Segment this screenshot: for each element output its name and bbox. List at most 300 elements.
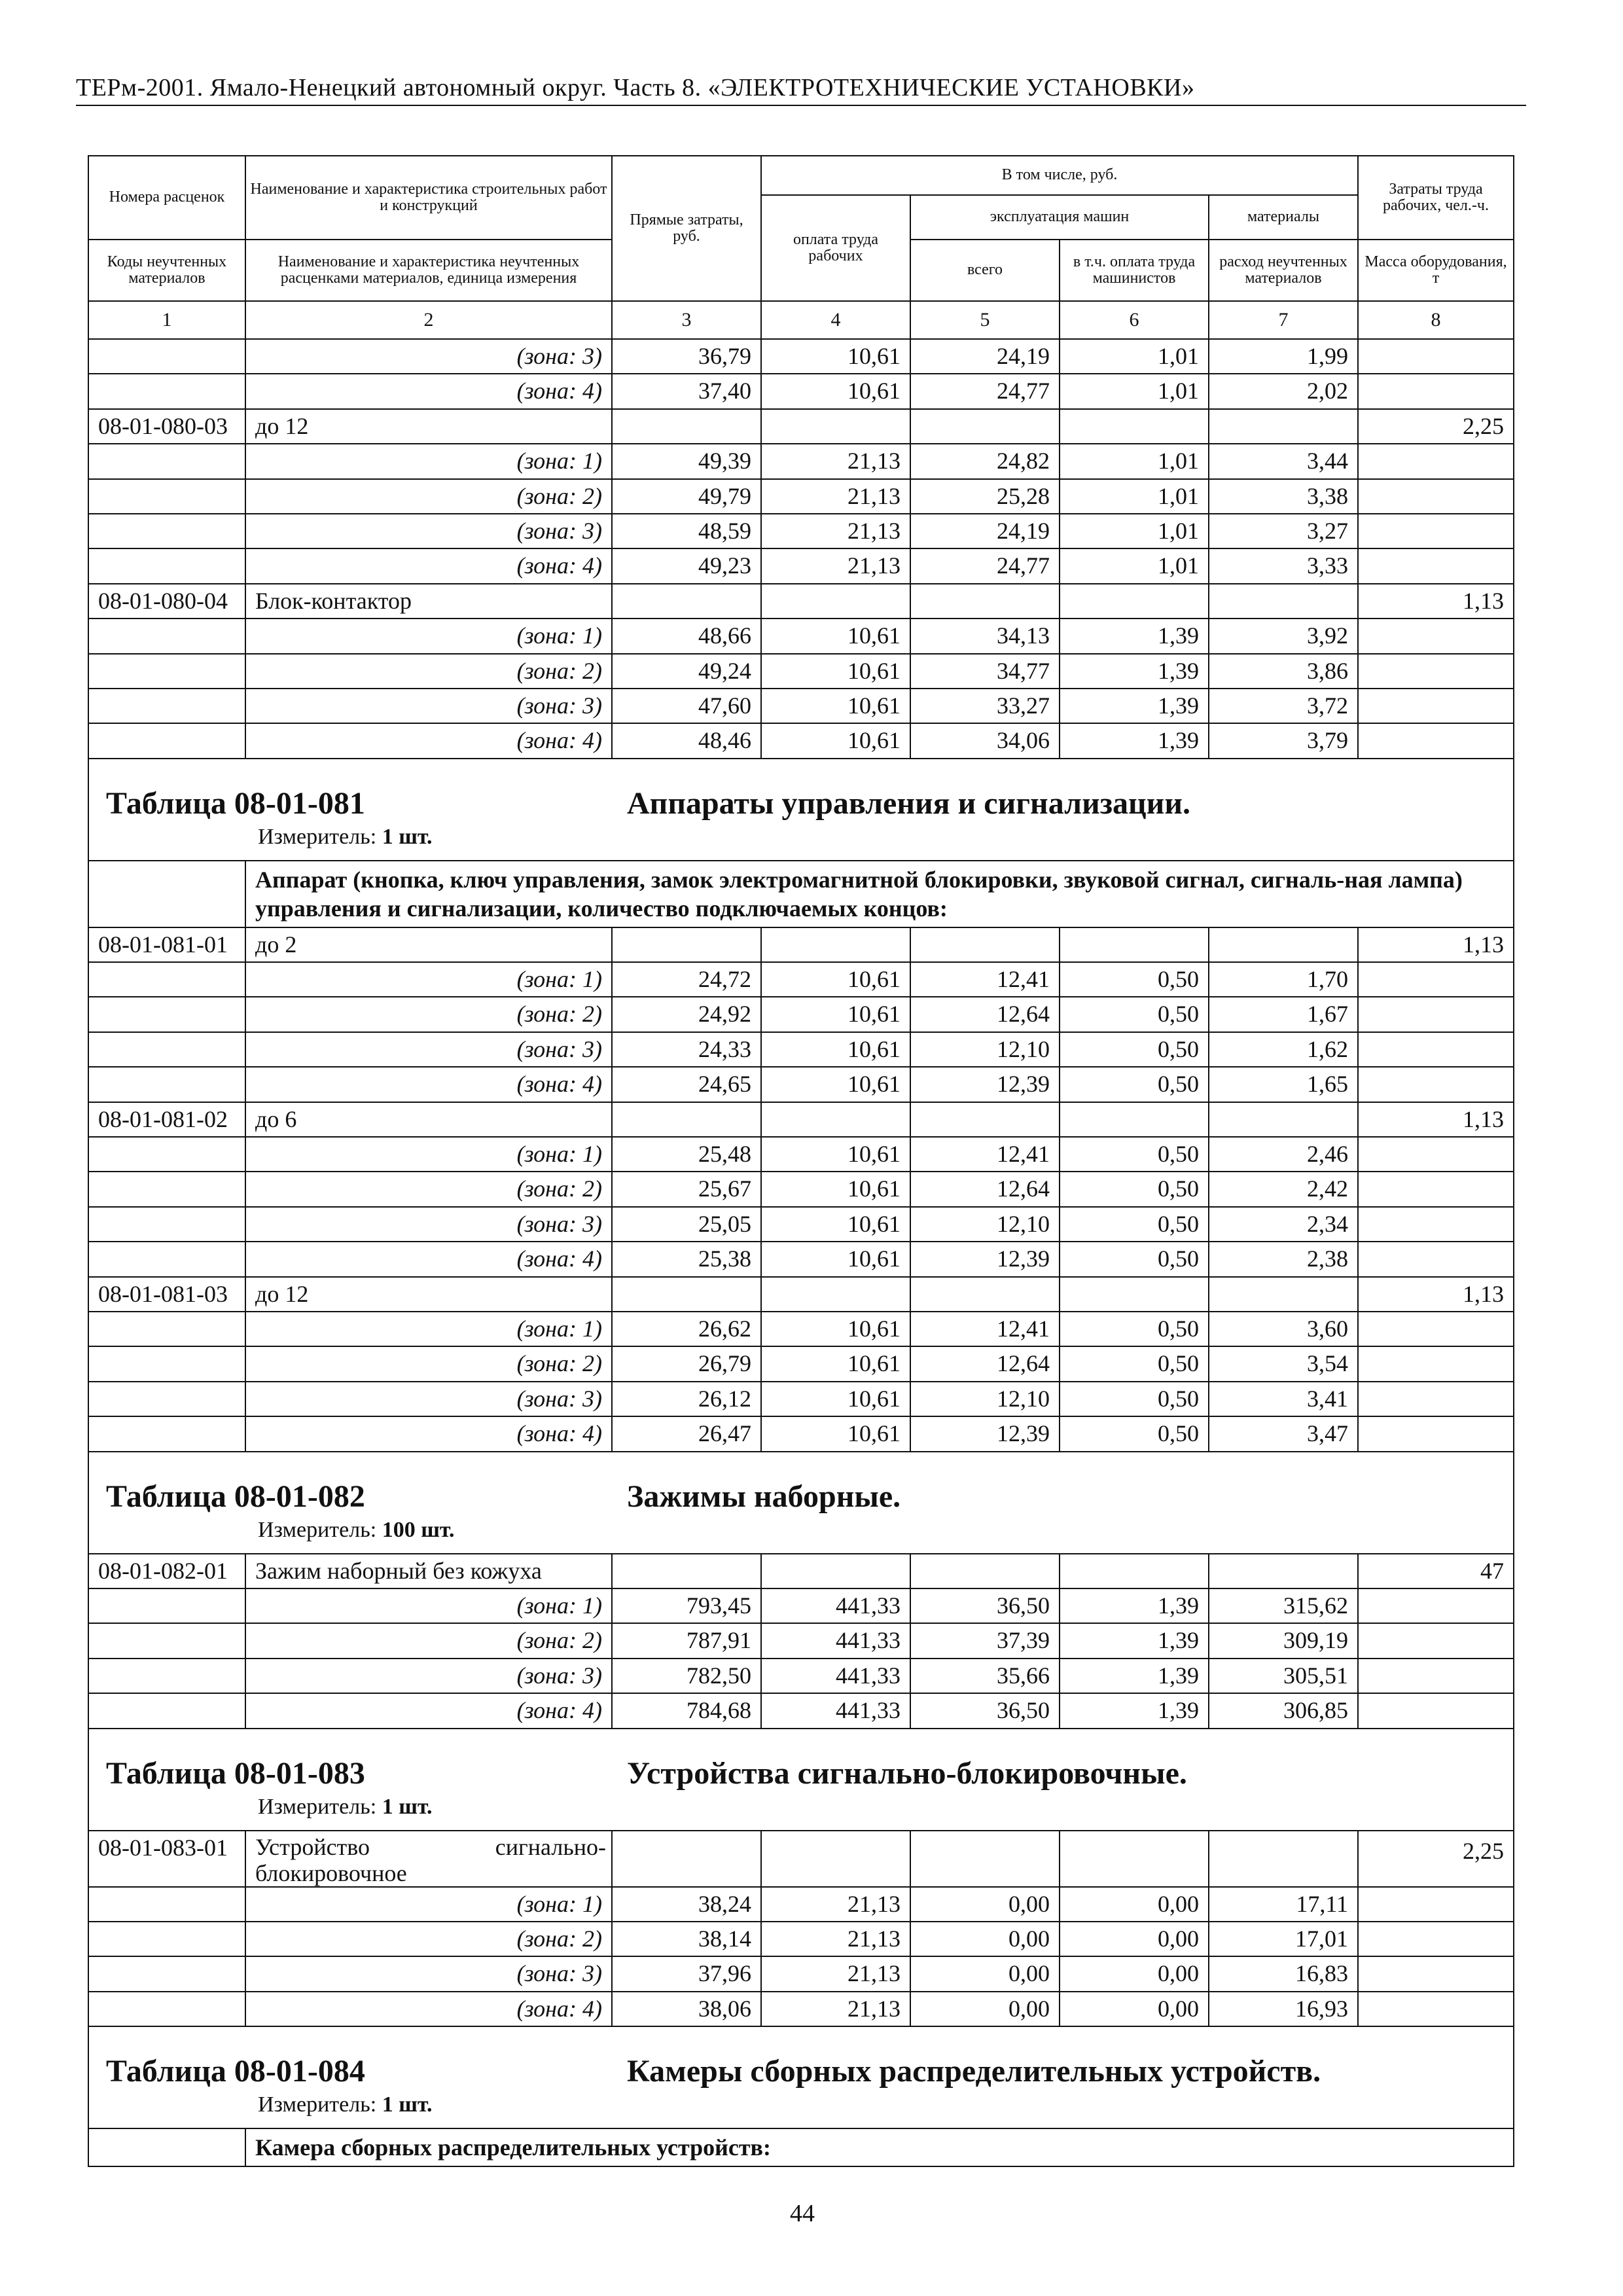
zone-label: (зона: 1)	[245, 1312, 612, 1346]
zone-label: (зона: 2)	[245, 1172, 612, 1206]
materials-value: 16,83	[1209, 1956, 1358, 1991]
rate-code: 08-01-081-03	[88, 1277, 245, 1312]
table-row	[88, 1588, 1514, 1623]
machinist-pay-value: 0,50	[1060, 997, 1209, 1031]
labor-hours-cell	[1358, 1137, 1514, 1172]
rate-name-part: Устройство	[255, 1833, 370, 1860]
empty-cell	[1209, 927, 1358, 962]
zone-label: (зона: 3)	[245, 689, 612, 723]
worker-pay-value: 10,61	[761, 997, 910, 1031]
rate-code-cell	[88, 374, 245, 408]
materials-value: 3,27	[1209, 514, 1358, 548]
header-rate-numbers: Номера расценок	[88, 156, 245, 240]
labor-hours-cell	[1358, 444, 1514, 478]
rate-code-cell	[88, 1887, 245, 1922]
materials-value: 16,93	[1209, 1992, 1358, 2026]
table-row	[88, 1242, 1514, 1276]
rate-code-cell	[88, 1659, 245, 1693]
zone-label: (зона: 1)	[245, 962, 612, 997]
zone-label: (зона: 1)	[245, 1887, 612, 1922]
labor-hours-cell	[1358, 1659, 1514, 1693]
zone-label: (зона: 3)	[245, 339, 612, 374]
measure-value: 1 шт.	[382, 2092, 433, 2117]
section-title-block	[89, 1452, 1513, 1553]
labor-hours-cell	[1358, 1992, 1514, 2026]
rate-code-cell	[88, 1992, 245, 2026]
machines-total-value: 24,19	[910, 514, 1060, 548]
empty-cell	[612, 1102, 761, 1137]
machinist-pay-value: 1,39	[1060, 723, 1209, 758]
materials-value: 3,72	[1209, 689, 1358, 723]
table-row	[88, 962, 1514, 997]
section-title-row	[88, 1452, 1514, 1554]
machines-total-value: 37,39	[910, 1623, 1060, 1658]
section-measure	[258, 1795, 433, 1820]
rate-code-cell	[88, 1172, 245, 1206]
rate-code-cell	[88, 619, 245, 653]
rate-code-cell	[88, 1416, 245, 1451]
worker-pay-value: 21,13	[761, 444, 910, 478]
header-direct-costs: Прямые затраты, руб.	[612, 156, 761, 301]
machines-total-value: 12,64	[910, 997, 1060, 1031]
machines-total-value: 35,66	[910, 1659, 1060, 1693]
table-row	[88, 1207, 1514, 1242]
labor-hours-value: 1,13	[1358, 1277, 1514, 1312]
worker-pay-value: 21,13	[761, 1887, 910, 1922]
materials-value: 3,54	[1209, 1346, 1358, 1381]
empty-cell	[88, 2128, 245, 2166]
empty-cell	[761, 1102, 910, 1137]
zone-label: (зона: 4)	[245, 1992, 612, 2026]
zone-label: (зона: 3)	[245, 1032, 612, 1067]
worker-pay-value: 21,13	[761, 514, 910, 548]
empty-cell	[88, 861, 245, 927]
machinist-pay-value: 1,39	[1060, 1588, 1209, 1623]
measure-label: Измеритель:	[258, 1517, 377, 1542]
direct-costs-value: 48,46	[612, 723, 761, 758]
zone-label: (зона: 2)	[245, 1922, 612, 1956]
materials-value: 1,65	[1209, 1067, 1358, 1102]
zone-label: (зона: 3)	[245, 1382, 612, 1416]
labor-hours-cell	[1358, 997, 1514, 1031]
worker-pay-value: 10,61	[761, 654, 910, 689]
machinist-pay-value: 1,01	[1060, 479, 1209, 514]
machines-total-value: 24,77	[910, 374, 1060, 408]
zone-label: (зона: 4)	[245, 548, 612, 583]
direct-costs-value: 26,47	[612, 1416, 761, 1451]
table-row	[88, 1887, 1514, 1922]
section-description-row	[88, 861, 1514, 927]
machinist-pay-value: 1,39	[1060, 1693, 1209, 1728]
worker-pay-value: 10,61	[761, 1172, 910, 1206]
zone-label: (зона: 4)	[245, 1067, 612, 1102]
labor-hours-cell	[1358, 1172, 1514, 1206]
direct-costs-value: 38,06	[612, 1992, 761, 2026]
empty-cell	[612, 584, 761, 619]
rate-code-cell	[88, 1956, 245, 1991]
rate-code-cell	[88, 1067, 245, 1102]
rate-code-cell	[88, 1588, 245, 1623]
worker-pay-value: 10,61	[761, 374, 910, 408]
labor-hours-cell	[1358, 1922, 1514, 1956]
machines-total-value: 12,41	[910, 1312, 1060, 1346]
direct-costs-value: 793,45	[612, 1588, 761, 1623]
table-row	[88, 1346, 1514, 1381]
empty-cell	[910, 584, 1060, 619]
zone-label: (зона: 1)	[245, 444, 612, 478]
labor-hours-cell	[1358, 1346, 1514, 1381]
labor-hours-cell	[1358, 514, 1514, 548]
worker-pay-value: 21,13	[761, 1956, 910, 1991]
table-row	[88, 654, 1514, 689]
section-title-block	[89, 759, 1513, 860]
page-number: 44	[790, 2200, 815, 2227]
materials-value: 3,33	[1209, 548, 1358, 583]
empty-cell	[761, 1831, 910, 1887]
direct-costs-value: 47,60	[612, 689, 761, 723]
machines-total-value: 25,28	[910, 479, 1060, 514]
materials-value: 1,99	[1209, 339, 1358, 374]
rate-code-cell	[88, 1382, 245, 1416]
machines-total-value: 12,39	[910, 1416, 1060, 1451]
rate-name-part: блокировочное	[255, 1859, 407, 1886]
column-number: 4	[761, 301, 910, 339]
materials-value: 3,92	[1209, 619, 1358, 653]
machines-total-value: 24,19	[910, 339, 1060, 374]
machinist-pay-value: 0,50	[1060, 1242, 1209, 1276]
rate-code-cell	[88, 997, 245, 1031]
header-equipment-mass: Масса оборудования, т	[1358, 240, 1514, 301]
rate-entry-row	[88, 1554, 1514, 1588]
rate-code-cell	[88, 1346, 245, 1381]
machinist-pay-value: 1,01	[1060, 548, 1209, 583]
rate-code-cell	[88, 1922, 245, 1956]
empty-cell	[1209, 584, 1358, 619]
labor-hours-cell	[1358, 1588, 1514, 1623]
direct-costs-value: 25,05	[612, 1207, 761, 1242]
direct-costs-value: 25,38	[612, 1242, 761, 1276]
measure-value: 1 шт.	[382, 1794, 433, 1819]
machinist-pay-value: 1,39	[1060, 654, 1209, 689]
materials-value: 309,19	[1209, 1623, 1358, 1658]
materials-value: 3,60	[1209, 1312, 1358, 1346]
labor-hours-cell	[1358, 1887, 1514, 1922]
labor-hours-cell	[1358, 1242, 1514, 1276]
labor-hours-cell	[1358, 962, 1514, 997]
measure-label: Измеритель:	[258, 2092, 377, 2117]
table-row	[88, 479, 1514, 514]
labor-hours-cell	[1358, 548, 1514, 583]
rate-name: Блок-контактор	[245, 584, 612, 619]
labor-hours-cell	[1358, 374, 1514, 408]
machinist-pay-value: 1,01	[1060, 374, 1209, 408]
machines-total-value: 12,64	[910, 1346, 1060, 1381]
rate-entry-row	[88, 927, 1514, 962]
machinist-pay-value: 0,50	[1060, 1346, 1209, 1381]
direct-costs-value: 25,48	[612, 1137, 761, 1172]
rates-table	[88, 155, 1514, 2167]
empty-cell	[761, 1554, 910, 1588]
section-table-name: Зажимы наборные.	[627, 1479, 901, 1514]
machines-total-value: 0,00	[910, 1956, 1060, 1991]
rate-code: 08-01-080-03	[88, 409, 245, 444]
section-table-number: Таблица 08-01-082	[106, 1479, 365, 1514]
table-row	[88, 619, 1514, 653]
column-number: 6	[1060, 301, 1209, 339]
rate-entry-row	[88, 409, 1514, 444]
zone-label: (зона: 4)	[245, 1416, 612, 1451]
empty-cell	[910, 1277, 1060, 1312]
zone-label: (зона: 1)	[245, 1137, 612, 1172]
machines-total-value: 12,39	[910, 1242, 1060, 1276]
worker-pay-value: 441,33	[761, 1623, 910, 1658]
rate-code-cell	[88, 1693, 245, 1728]
measure-value: 1 шт.	[382, 824, 433, 849]
section-description-row	[88, 2128, 1514, 2166]
empty-cell	[612, 1554, 761, 1588]
table-row	[88, 548, 1514, 583]
empty-cell	[910, 1831, 1060, 1887]
rate-code-cell	[88, 689, 245, 723]
empty-cell	[1209, 1277, 1358, 1312]
materials-value: 3,41	[1209, 1382, 1358, 1416]
labor-hours-value: 2,25	[1358, 409, 1514, 444]
labor-hours-cell	[1358, 1067, 1514, 1102]
labor-hours-value: 2,25	[1358, 1831, 1514, 1887]
rate-code-cell	[88, 962, 245, 997]
rate-code-cell	[88, 479, 245, 514]
materials-value: 2,34	[1209, 1207, 1358, 1242]
rate-code: 08-01-081-02	[88, 1102, 245, 1137]
labor-hours-value: 1,13	[1358, 927, 1514, 962]
direct-costs-value: 49,39	[612, 444, 761, 478]
labor-hours-cell	[1358, 1032, 1514, 1067]
header-unaccounted-materials: расход неучтенных материалов	[1209, 240, 1358, 301]
materials-value: 3,79	[1209, 723, 1358, 758]
direct-costs-value: 26,12	[612, 1382, 761, 1416]
materials-value: 3,44	[1209, 444, 1358, 478]
empty-cell	[761, 409, 910, 444]
table-row	[88, 514, 1514, 548]
machines-total-value: 12,10	[910, 1207, 1060, 1242]
empty-cell	[1209, 409, 1358, 444]
rate-code-cell	[88, 1137, 245, 1172]
header-in-that: В том числе, руб.	[761, 156, 1358, 195]
empty-cell	[612, 1831, 761, 1887]
running-header: ТЕРм-2001. Ямало-Ненецкий автономный округ. Часть 8. «ЭЛЕКТРОТЕХНИЧЕСКИЕ УСТАНОВКИ»	[76, 74, 1195, 101]
machinist-pay-value: 0,50	[1060, 1207, 1209, 1242]
materials-value: 1,62	[1209, 1032, 1358, 1067]
empty-cell	[612, 1277, 761, 1312]
table-row	[88, 1623, 1514, 1658]
direct-costs-value: 37,96	[612, 1956, 761, 1991]
materials-value: 3,86	[1209, 654, 1358, 689]
zone-label: (зона: 3)	[245, 514, 612, 548]
rate-code-cell	[88, 723, 245, 758]
zone-label: (зона: 2)	[245, 654, 612, 689]
table-row	[88, 1137, 1514, 1172]
table-row	[88, 1067, 1514, 1102]
zone-label: (зона: 2)	[245, 997, 612, 1031]
table-row	[88, 1312, 1514, 1346]
machinist-pay-value: 0,50	[1060, 1312, 1209, 1346]
labor-hours-value: 1,13	[1358, 1102, 1514, 1137]
direct-costs-value: 24,65	[612, 1067, 761, 1102]
rate-code-cell	[88, 1242, 245, 1276]
machines-total-value: 34,06	[910, 723, 1060, 758]
table-row	[88, 997, 1514, 1031]
section-measure	[258, 1518, 455, 1543]
worker-pay-value: 10,61	[761, 1137, 910, 1172]
labor-hours-cell	[1358, 723, 1514, 758]
direct-costs-value: 37,40	[612, 374, 761, 408]
labor-hours-cell	[1358, 1623, 1514, 1658]
header-material-codes: Коды неучтенных материалов	[88, 240, 245, 301]
machinist-pay-value: 0,50	[1060, 1137, 1209, 1172]
direct-costs-value: 24,72	[612, 962, 761, 997]
header-materials: материалы	[1209, 195, 1358, 240]
direct-costs-value: 49,79	[612, 479, 761, 514]
machines-total-value: 0,00	[910, 1992, 1060, 2026]
direct-costs-value: 24,33	[612, 1032, 761, 1067]
worker-pay-value: 10,61	[761, 723, 910, 758]
table-row	[88, 339, 1514, 374]
zone-label: (зона: 2)	[245, 1623, 612, 1658]
rate-name: до 12	[245, 1277, 612, 1312]
machines-total-value: 12,39	[910, 1067, 1060, 1102]
labor-hours-cell	[1358, 1312, 1514, 1346]
materials-value: 1,70	[1209, 962, 1358, 997]
zone-label: (зона: 4)	[245, 374, 612, 408]
table-row	[88, 1032, 1514, 1067]
labor-hours-cell	[1358, 479, 1514, 514]
worker-pay-value: 10,61	[761, 619, 910, 653]
header-labor-hours: Затраты труда рабочих, чел.-ч.	[1358, 156, 1514, 240]
labor-hours-cell	[1358, 619, 1514, 653]
section-title-row	[88, 2026, 1514, 2128]
direct-costs-value: 24,92	[612, 997, 761, 1031]
zone-label: (зона: 3)	[245, 1956, 612, 1991]
empty-cell	[1209, 1102, 1358, 1137]
worker-pay-value: 10,61	[761, 1382, 910, 1416]
empty-cell	[1060, 1277, 1209, 1312]
materials-value: 2,46	[1209, 1137, 1358, 1172]
header-work-name: Наименование и характеристика строительных работ и конструкций	[245, 156, 612, 240]
section-measure	[258, 2092, 433, 2117]
materials-value: 305,51	[1209, 1659, 1358, 1693]
machinist-pay-value: 1,39	[1060, 1659, 1209, 1693]
zone-label: (зона: 4)	[245, 1242, 612, 1276]
table-row	[88, 1693, 1514, 1728]
empty-cell	[1209, 1554, 1358, 1588]
column-number: 8	[1358, 301, 1514, 339]
labor-hours-cell	[1358, 654, 1514, 689]
section-title-row	[88, 759, 1514, 861]
rate-code-cell	[88, 514, 245, 548]
column-number: 5	[910, 301, 1060, 339]
empty-cell	[1060, 1102, 1209, 1137]
section-table-name: Аппараты управления и сигнализации.	[627, 785, 1190, 821]
rate-code: 08-01-083-01	[88, 1831, 245, 1887]
zone-label: (зона: 2)	[245, 1346, 612, 1381]
section-title-block	[89, 1729, 1513, 1830]
empty-cell	[761, 584, 910, 619]
section-title-cell	[88, 2026, 1514, 2128]
table-header	[88, 156, 1514, 339]
zone-label: (зона: 3)	[245, 1207, 612, 1242]
table-row	[88, 1659, 1514, 1693]
direct-costs-value: 38,24	[612, 1887, 761, 1922]
zone-label: (зона: 1)	[245, 619, 612, 653]
worker-pay-value: 10,61	[761, 1032, 910, 1067]
table-row	[88, 1922, 1514, 1956]
zone-label: (зона: 3)	[245, 1659, 612, 1693]
section-measure	[258, 825, 433, 850]
machinist-pay-value: 0,50	[1060, 1067, 1209, 1102]
measure-label: Измеритель:	[258, 1794, 377, 1819]
direct-costs-value: 784,68	[612, 1693, 761, 1728]
header-material-names: Наименование и характеристика неучтенных расценками материалов, единица измерения	[245, 240, 612, 301]
empty-cell	[910, 1554, 1060, 1588]
direct-costs-value: 38,14	[612, 1922, 761, 1956]
empty-cell	[612, 409, 761, 444]
zone-label: (зона: 2)	[245, 479, 612, 514]
materials-value: 306,85	[1209, 1693, 1358, 1728]
worker-pay-value: 441,33	[761, 1659, 910, 1693]
zone-label: (зона: 1)	[245, 1588, 612, 1623]
machinist-pay-value: 0,50	[1060, 1416, 1209, 1451]
materials-value: 3,47	[1209, 1416, 1358, 1451]
table-row	[88, 1956, 1514, 1991]
worker-pay-value: 10,61	[761, 339, 910, 374]
rate-code-cell	[88, 339, 245, 374]
machinist-pay-value: 0,00	[1060, 1992, 1209, 2026]
machinist-pay-value: 1,01	[1060, 514, 1209, 548]
rate-name-part: сигнально-	[495, 1833, 606, 1860]
materials-value: 2,38	[1209, 1242, 1358, 1276]
materials-value: 2,42	[1209, 1172, 1358, 1206]
empty-cell	[1060, 409, 1209, 444]
machines-total-value: 12,41	[910, 1137, 1060, 1172]
machinist-pay-value: 0,50	[1060, 1172, 1209, 1206]
worker-pay-value: 10,61	[761, 1346, 910, 1381]
worker-pay-value: 10,61	[761, 1242, 910, 1276]
worker-pay-value: 21,13	[761, 548, 910, 583]
section-table-name: Устройства сигнально-блокировочные.	[627, 1755, 1187, 1791]
rate-name: до 12	[245, 409, 612, 444]
table-row	[88, 1416, 1514, 1451]
empty-cell	[761, 927, 910, 962]
direct-costs-value: 36,79	[612, 339, 761, 374]
section-title-cell	[88, 1729, 1514, 1831]
worker-pay-value: 441,33	[761, 1588, 910, 1623]
machines-total-value: 36,50	[910, 1693, 1060, 1728]
zone-label: (зона: 4)	[245, 1693, 612, 1728]
materials-value: 1,67	[1209, 997, 1358, 1031]
empty-cell	[1060, 927, 1209, 962]
section-table-name: Камеры сборных распределительных устройств.	[627, 2054, 1321, 2089]
machines-total-value: 24,77	[910, 548, 1060, 583]
section-table-number: Таблица 08-01-084	[106, 2054, 365, 2089]
table-body	[88, 339, 1514, 2166]
empty-cell	[1060, 1831, 1209, 1887]
empty-cell	[910, 409, 1060, 444]
rate-code-cell	[88, 444, 245, 478]
worker-pay-value: 21,13	[761, 479, 910, 514]
empty-cell	[910, 1102, 1060, 1137]
section-description: Камера сборных распределительных устройств:	[245, 2128, 1514, 2166]
empty-cell	[910, 927, 1060, 962]
